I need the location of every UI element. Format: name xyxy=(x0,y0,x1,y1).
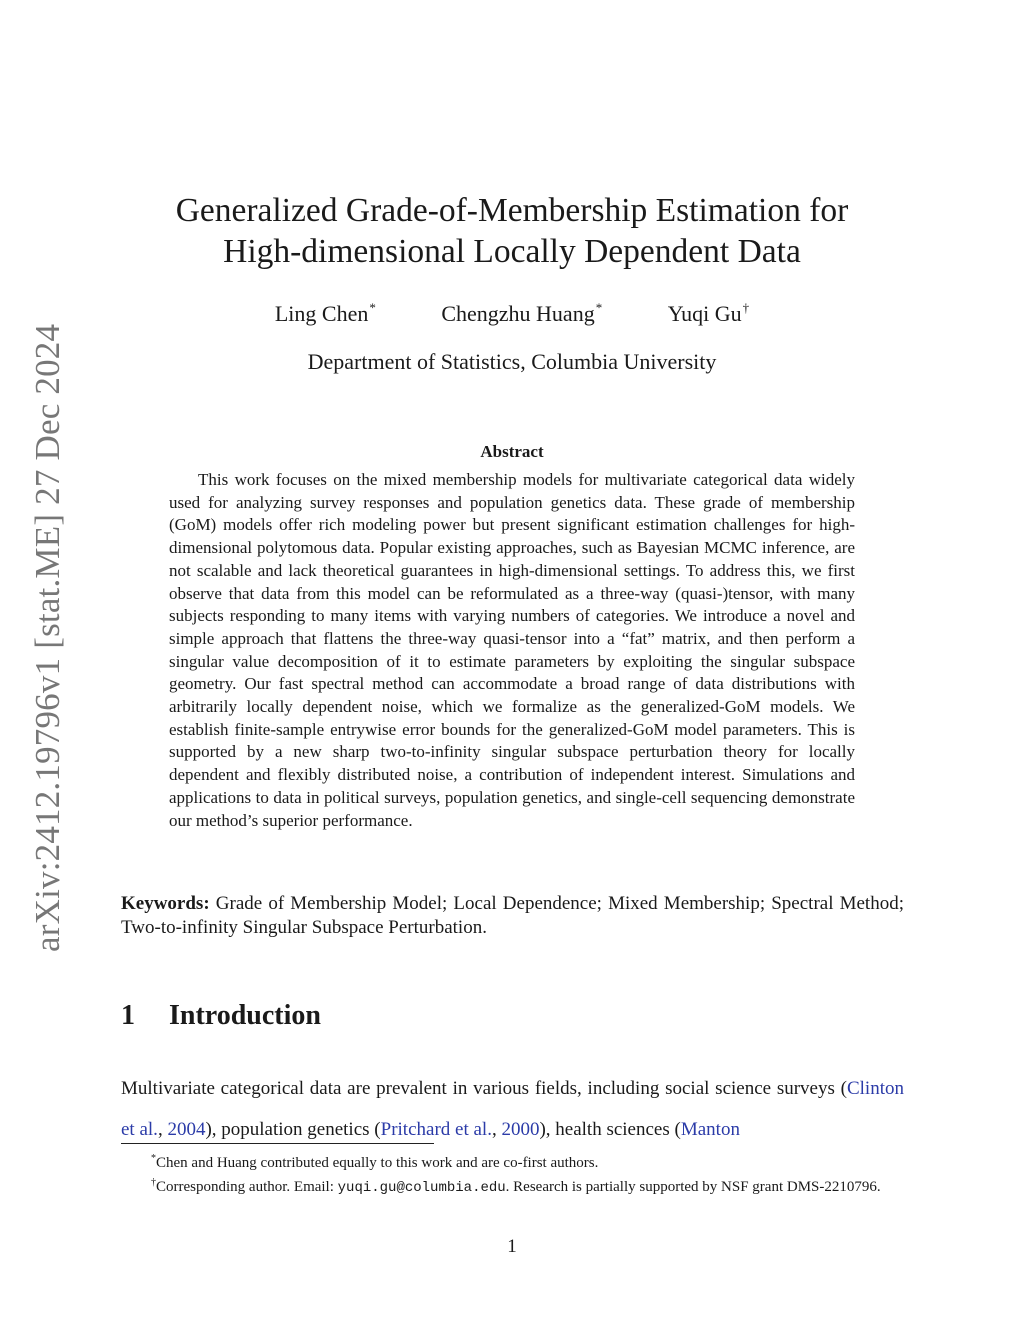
footnotes xyxy=(121,1149,904,1198)
citation-link-pritchard-2000[interactable] xyxy=(381,1119,492,1140)
footnote-text: Corresponding author. Email: xyxy=(156,1179,338,1195)
citation-year-link-2004[interactable]: 2004 xyxy=(167,1119,206,1140)
section-heading-introduction xyxy=(121,1000,321,1032)
author-footnote-mark: * xyxy=(595,300,603,315)
title-line-1: Generalized Grade-of-Membership Estimation for xyxy=(175,192,849,229)
footnote-text: Chen and Huang contributed equally to this work and are co-first authors. xyxy=(156,1155,599,1171)
author-ling-chen xyxy=(275,300,376,327)
footnote-text: . Research is partially supported by NSF grant DMS-2210796. xyxy=(505,1179,881,1195)
intro-text: Multivariate categorical data are prevalent in various fields, including social science surveys ( xyxy=(121,1078,847,1099)
intro-text: ), population genetics ( xyxy=(205,1119,381,1140)
citation-separator: , xyxy=(157,1119,168,1140)
citation-author[interactable]: Pritchard et al. xyxy=(380,1119,492,1140)
author-yuqi-gu xyxy=(668,300,749,327)
abstract-body: This work focuses on the mixed membership models for multivariate categorical data widely used for analyzing survey responses and population genetics data. These grade of membership (GoM) models offer rich modeling power but present significant estimation challenges for high-dimensional polytomous data. Popular existing approaches, such as Bayesian MCMC inference, are not scalable and lack theoretical guarantees in high-dimensional settings. To address this, we first observe that data from this model can be reformulated as a three-way (quasi-)tensor, with many subjects responding to many items with varying numbers of categories. We introduce a novel and simple approach that flattens the three-way quasi-tensor into a “fat” matrix, and then perform a singular value decomposition of it to estimate parameters by exploiting the singular subspace geometry. Our fast spectral method can accommodate a broad range of data distributions with arbitrarily locally dependent noise, which we formalize as the generalized-GoM models. We establish finite-sample entrywise error bounds for the generalized-GoM model parameters. This is supported by a new sharp two-to-infinity singular subspace perturbation theory for locally dependent and flexibly distributed noise, a contribution of independent interest. Simulations and applications to data in political surveys, population genetics, and single-cell sequencing demonstrate our method’s superior performance. xyxy=(169,470,855,830)
author-name: Chengzhu Huang xyxy=(441,301,595,326)
citation-year-link-2000[interactable]: 2000 xyxy=(501,1119,540,1140)
citation-author[interactable]: Clinton et al. xyxy=(121,1078,904,1140)
introduction-paragraph xyxy=(121,1068,904,1150)
section-number: 1 xyxy=(121,1000,135,1031)
intro-text: ), health sciences ( xyxy=(539,1119,681,1140)
email-address[interactable]: yuqi.gu@columbia.edu xyxy=(337,1180,506,1196)
arxiv-identifier-stamp: arXiv:2412.19796v1 [stat.ME] 27 Dec 2024 xyxy=(28,323,67,952)
abstract-heading: Abstract xyxy=(480,442,544,461)
section-title: Introduction xyxy=(169,1000,321,1031)
author-list xyxy=(0,300,1024,327)
affiliation: Department of Statistics, Columbia University xyxy=(307,349,717,374)
title-line-2: High-dimensional Locally Dependent Data xyxy=(223,233,801,270)
footnote-corresponding-author xyxy=(121,1173,904,1198)
author-name: Yuqi Gu xyxy=(667,301,742,326)
footnote-mark: * xyxy=(151,1153,156,1164)
author-footnote-mark: * xyxy=(369,300,376,315)
footnote-divider xyxy=(121,1143,434,1144)
page-number: 1 xyxy=(507,1236,517,1257)
footnote-mark: † xyxy=(151,1177,156,1188)
keywords-paragraph xyxy=(121,892,904,940)
citation-separator: , xyxy=(491,1119,502,1140)
author-chengzhu-huang xyxy=(441,300,602,327)
footnote-equal-contribution xyxy=(121,1149,904,1173)
keywords-label: Keywords: xyxy=(121,893,210,914)
paper-title xyxy=(0,190,1024,272)
keywords-text: Grade of Membership Model; Local Dependence; Mixed Membership; Spectral Method; Two-to-infinity Singular Subspace Perturbation. xyxy=(121,893,904,938)
author-name: Ling Chen xyxy=(274,301,369,326)
author-footnote-mark: † xyxy=(742,300,750,315)
citation-link-manton[interactable]: Manton xyxy=(680,1119,740,1140)
